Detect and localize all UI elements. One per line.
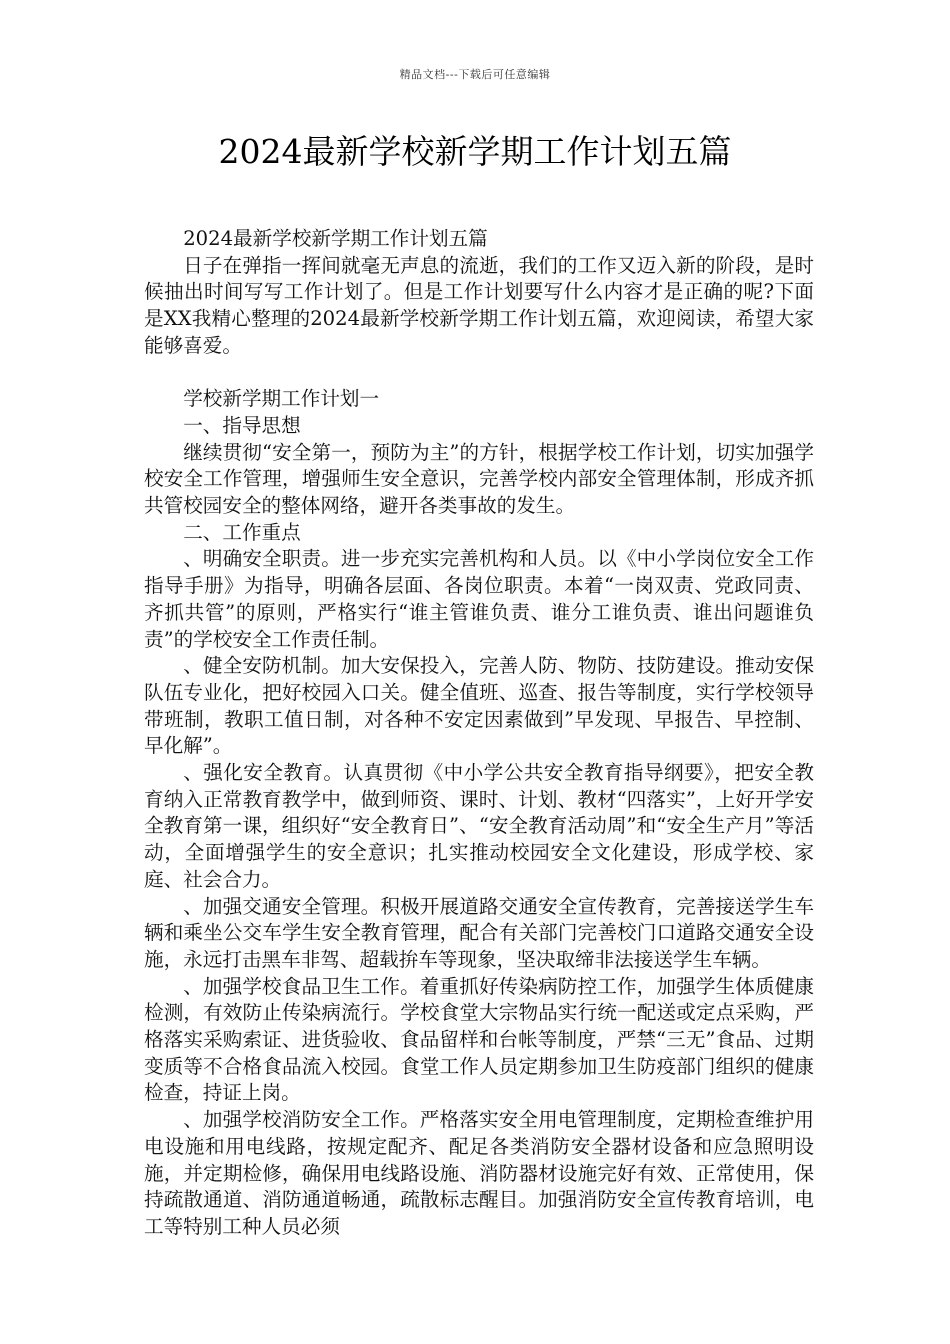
paragraph-gap <box>144 360 814 387</box>
paragraph-security-mechanism: 、健全安防机制。加大安保投入，完善人防、物防、技防建设。推动安保队伍专业化，把好校园入口关。健全值班、巡查、报告等制度，实行学校领导带班制，教职工值日制，对各种不安定因素做到”早发现、早报告、早控制、早化解”。 <box>144 654 814 758</box>
paragraph-food-hygiene: 、加强学校食品卫生工作。着重抓好传染病防控工作，加强学生体质健康检测，有效防止传染病流行。学校食堂大宗物品实行统一配送或定点采购，严格落实采购索证、进货验收、食品留样和台帐等制度，严禁“三无”食品、过期变质等不合格食品流入校园。食堂工作人员定期参加卫生防疫部门组织的健康检查，持证上岗。 <box>144 974 814 1105</box>
paragraph-heading-guiding-thought: 一、指导思想 <box>183 413 301 437</box>
paragraph-intro: 日子在弹指一挥间就毫无声息的流逝，我们的工作又迈入新的阶段，是时候抽出时间写写工作计划了。但是工作计划要写什么内容才是正确的呢?下面是XX我精心整理的2024最新学校新学期工作计划五篇，欢迎阅读，希望大家能够喜爱。 <box>144 253 814 357</box>
paragraph-guiding-thought: 继续贯彻“安全第一，预防为主”的方针，根据学校工作计划，切实加强学校安全工作管理，增强师生安全意识，完善学校内部安全管理体制，形成齐抓共管校园安全的整体网络，避开各类事故的发生。 <box>144 440 814 518</box>
paragraph-fire-safety: 、加强学校消防安全工作。严格落实安全用电管理制度，定期检查维护用电设施和用电线路，按规定配齐、配足各类消防安全器材设备和应急照明设施，并定期检修，确保用电线路设施、消防器材设施完好有效、正常使用，保持疏散通道、消防通道畅通，疏散标志醒目。加强消防安全宣传教育培训，电工等特别工种人员必须 <box>144 1108 814 1238</box>
paragraph-traffic-safety: 、加强交通安全管理。积极开展道路交通安全宣传教育，完善接送学生车辆和乘坐公交车学生安全教育管理，配合有关部门完善校门口道路交通安全设施，永远打击黑车非驾、超载拚车等现象，坚决取缔非法接送学生车辆。 <box>144 894 814 971</box>
paragraph-subtitle: 2024最新学校新学期工作计划五篇 <box>183 227 488 250</box>
document-body <box>144 226 814 1241</box>
paragraph-section-heading: 学校新学期工作计划一 <box>183 387 380 411</box>
paragraph-safety-education: 、强化安全教育。认真贯彻《中小学公共安全教育指导纲要》，把安全教育纳入正常教育教学中，做到师资、课时、计划、教材“四落实”，上好开学安全教育第一课，组织好“安全教育日”、“安全教育活动周”和“安全生产月”等活动，全面增强学生的安全意识；扎实推动校园安全文化建设，形成学校、家庭、社会合力。 <box>144 761 814 891</box>
document-title: 2024最新学校新学期工作计划五篇 <box>218 132 732 171</box>
header-note: 精品文档---下载后可任意编辑 <box>399 68 551 81</box>
paragraph-safety-duties: 、明确安全职责。进一步充实完善机构和人员。以《中小学岗位安全工作指导手册》为指导，明确各层面、各岗位职责。本着“一岗双责、党政同责、齐抓共管”的原则，严格实行“谁主管谁负责、谁分工谁负责、谁出问题谁负责”的学校安全工作责任制。 <box>144 547 814 651</box>
paragraph-heading-work-focus: 二、工作重点 <box>183 520 301 544</box>
